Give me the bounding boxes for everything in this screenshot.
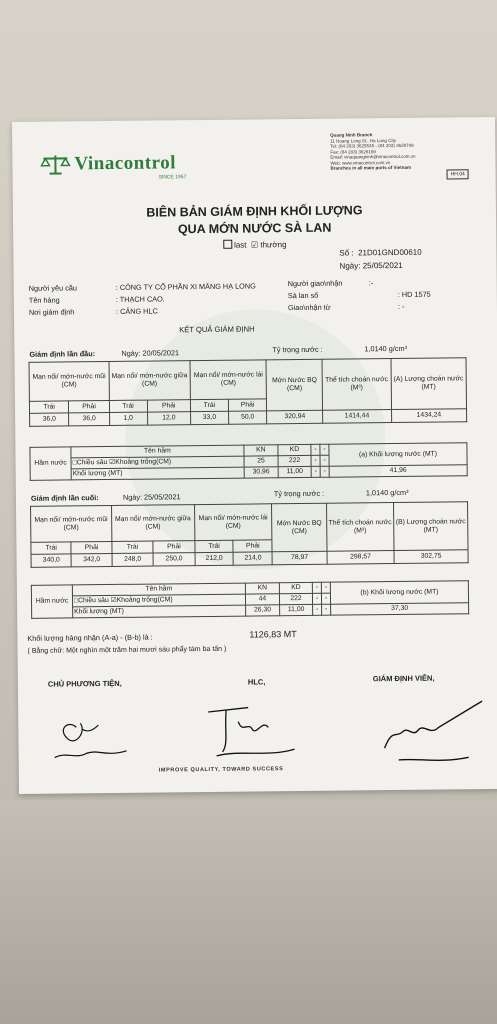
ballast-label: Hầm nước	[30, 447, 71, 480]
ballast-label: Hầm nước	[31, 585, 72, 618]
normal-checkbox: ☑	[250, 240, 259, 250]
value-cell: 12,0	[147, 412, 191, 425]
requester-value: : CÔNG TY CỔ PHẦN XI MĂNG HẠ LONG	[115, 281, 256, 292]
slogan: IMPROVE QUALITY, TOWARD SUCCESS	[158, 766, 284, 774]
left-header: Trái	[29, 401, 68, 413]
branch-line: Web: www.vinacontrol.com.vn	[330, 159, 391, 166]
dash-cell: -	[313, 593, 322, 604]
kd-header: KD	[279, 582, 312, 593]
branch-line: 11 Hoang Long St., Ha Long City	[330, 137, 396, 144]
branch-info	[330, 131, 490, 171]
ballast-a-label: (a) Khối lượng nước (MT)	[329, 443, 467, 466]
right-header: Phải	[71, 541, 112, 553]
header-volume: Thể tích choán nước (M³)	[322, 359, 391, 411]
location-value: : CẢNG HLC	[115, 306, 158, 316]
surveyor-signature	[378, 697, 489, 768]
tank-name-header: Tên hầm	[71, 445, 244, 458]
header-bq: Mớn Nước BQ (CM)	[272, 503, 327, 552]
left-header: Trái	[31, 542, 72, 554]
branch-line: Branches in all main ports of Vietnam	[330, 164, 411, 171]
floor-background	[0, 800, 497, 1024]
value-cell: 340,0	[31, 554, 72, 567]
value-cell: 36,0	[30, 413, 70, 426]
last-survey-label: Giám định lần cuối:	[30, 493, 99, 503]
branch-title: Quang Ninh Branch	[330, 132, 373, 138]
last-density-label: Tỷ trọng nước :	[273, 488, 325, 499]
kn-header: KN	[245, 583, 279, 594]
barge-label: Sà lan số	[287, 290, 319, 301]
value-cell: 50,0	[228, 411, 267, 424]
right-header: Phải	[69, 400, 109, 412]
first-density-label: Tỷ trọng nước :	[272, 344, 323, 355]
kn-weight: 26,30	[245, 605, 279, 616]
logo-since: SINCE 1957	[158, 174, 187, 181]
goods-label: Tên hàng	[28, 295, 60, 305]
value-cell: 320,94	[267, 410, 323, 424]
dash-cell: -	[321, 582, 330, 593]
total-words: ( Bằng chữ: Một nghìn một trăm hai mươi sáu phẩy tám ba tấn )	[27, 645, 227, 655]
header-lai: Mạn nổi/ mớn-nước lái (CM)	[194, 504, 272, 541]
weight-label: Khối lượng (MT)	[73, 605, 246, 618]
scales-icon	[40, 153, 70, 175]
header-mui: Mạn nổi/ mớn-nước mũi (CM)	[29, 362, 109, 402]
depth-space-option: □Chiều sâu ☑Khoảng trống(CM)	[71, 456, 244, 469]
header-displacement: (B) Lượng choán nước (MT)	[394, 502, 468, 551]
right-header: Phải	[147, 400, 191, 412]
left-header: Trái	[109, 400, 147, 412]
doc-subtitle: QUA MỚN NƯỚC SÀ LAN	[177, 220, 332, 237]
kd-weight: 11,00	[278, 466, 311, 477]
first-density-value: 1,0140 g/cm³	[364, 343, 408, 354]
last-draft-table	[30, 501, 469, 568]
left-header: Trái	[195, 540, 234, 552]
hlc-signature	[198, 699, 309, 765]
dash-cell: -	[322, 604, 331, 615]
dash-cell: -	[311, 444, 320, 455]
header-giua: Mạn nổi/ mớn-nước giữa (CM)	[111, 505, 194, 542]
value-cell: 36,0	[69, 412, 109, 425]
owner-sign-label: CHỦ PHƯƠNG TIỆN,	[47, 678, 122, 689]
owner-signature	[46, 709, 147, 770]
deliverer-value: :-	[368, 278, 374, 288]
last-ballast-table	[31, 580, 469, 619]
first-draft-table	[29, 357, 468, 427]
right-header: Phải	[153, 541, 195, 553]
header-volume: Thể tích choán nước (M³)	[326, 503, 394, 552]
from-value: : -	[397, 301, 405, 311]
hlc-sign-label: HLC,	[247, 677, 266, 687]
dash-cell: -	[311, 466, 320, 477]
header-bq: Mớn Nước BQ (CM)	[266, 359, 322, 411]
value-cell: 78,97	[272, 551, 327, 565]
doc-title: BIÊN BẢN GIÁM ĐỊNH KHỐI LƯỢNG	[146, 203, 363, 220]
deliverer-label: Người giao\nhận	[287, 278, 343, 289]
surveyor-sign-label: GIÁM ĐỊNH VIÊN,	[372, 673, 435, 684]
header-mui: Mạn nổi/ mớn-nước mũi (CM)	[31, 505, 112, 542]
value-cell: 302,75	[394, 550, 468, 564]
normal-label: thường	[260, 240, 287, 250]
dash-cell: -	[320, 466, 329, 477]
right-header: Phải	[228, 399, 267, 411]
left-header: Trái	[190, 399, 228, 411]
dash-cell: -	[322, 593, 331, 604]
form-code: HH.04	[447, 169, 469, 179]
result-title: KẾT QUẢ GIÁM ĐỊNH	[179, 324, 255, 335]
kd-value: 222	[278, 455, 311, 466]
kd-value: 222	[279, 593, 312, 604]
header-displacement: (A) Lượng choán nước (MT)	[391, 358, 467, 410]
first-survey-date: Ngày: 20/05/2021	[121, 348, 180, 358]
total-label: Khối lượng hàng nhận (A-a) - (B-b) là :	[27, 632, 153, 643]
value-cell: 33,0	[191, 411, 229, 424]
value-cell: 298,57	[327, 551, 394, 565]
location-label: Nơi giám định	[28, 307, 75, 317]
vinacontrol-logo	[40, 152, 187, 181]
kd-weight: 11,00	[279, 604, 312, 615]
survey-document	[12, 117, 497, 794]
dash-cell: -	[313, 604, 322, 615]
value-cell: 250,0	[153, 553, 195, 566]
kn-value: 44	[245, 594, 279, 605]
header-giua: Mạn nổi/ mớn-nước giữa (CM)	[109, 361, 191, 401]
left-header: Trái	[112, 541, 154, 553]
branch-line: Email: vinaquangninh@vinacontrol.com.vn	[330, 153, 416, 160]
ballast-b-label: (b) Khối lượng nước (MT)	[330, 581, 468, 604]
requester-label: Người yêu cầu	[28, 283, 77, 293]
ballast-a-value: 41,96	[329, 465, 467, 477]
dash-cell: -	[311, 455, 320, 466]
weight-label: Khối lượng (MT)	[71, 467, 244, 480]
header-lai: Mạn nổi/ mớn-nước lái (CM)	[190, 360, 267, 400]
depth-space-option: □Chiều sâu ☑Khoảng trống(CM)	[72, 594, 245, 607]
value-cell: 1414,44	[323, 410, 392, 424]
barge-value: : HD 1575	[397, 289, 431, 299]
first-ballast-table	[29, 442, 467, 481]
branch-line: Tel: (84 203) 3625535 - (84 203) 3639749	[330, 142, 414, 149]
ngay-label: Ngày:	[339, 261, 361, 271]
branch-line: Fax: (84 203) 3626169	[330, 148, 376, 155]
value-cell: 1434,24	[391, 409, 466, 423]
so-label: Số :	[339, 248, 354, 258]
first-survey-label: Giám định lần đầu:	[29, 349, 96, 359]
value-cell: 1,0	[109, 412, 147, 425]
kn-header: KN	[244, 445, 278, 456]
ballast-b-value: 37,30	[331, 603, 469, 615]
dash-cell: -	[320, 444, 329, 455]
total-value: 1126,83 MT	[249, 629, 297, 640]
last-label: last	[234, 240, 247, 250]
value-cell: 212,0	[195, 552, 234, 565]
kn-value: 25	[244, 456, 278, 467]
dash-cell: -	[312, 582, 321, 593]
kd-header: KD	[278, 444, 311, 455]
from-label: Giao\nhận từ	[287, 302, 331, 313]
value-cell: 342,0	[71, 553, 112, 566]
value-cell: 214,0	[234, 552, 273, 565]
ngay-value: 25/05/2021	[362, 260, 403, 271]
last-survey-date: Ngày: 25/05/2021	[122, 492, 181, 502]
last-density-value: 1,0140 g/cm³	[365, 487, 409, 498]
logo-text: Vinacontrol	[74, 152, 177, 175]
value-cell: 248,0	[112, 553, 154, 566]
dash-cell: -	[320, 455, 329, 466]
right-header: Phải	[233, 540, 272, 552]
last-checkbox	[223, 240, 232, 249]
doc-date	[339, 261, 402, 271]
goods-value: : THẠCH CAO.	[115, 294, 165, 304]
so-value: 21D01GND00610	[358, 247, 422, 258]
doc-number	[339, 248, 421, 258]
type-options	[13, 237, 496, 252]
tank-name-header: Tên hầm	[72, 583, 245, 596]
kn-weight: 30,96	[244, 467, 278, 478]
